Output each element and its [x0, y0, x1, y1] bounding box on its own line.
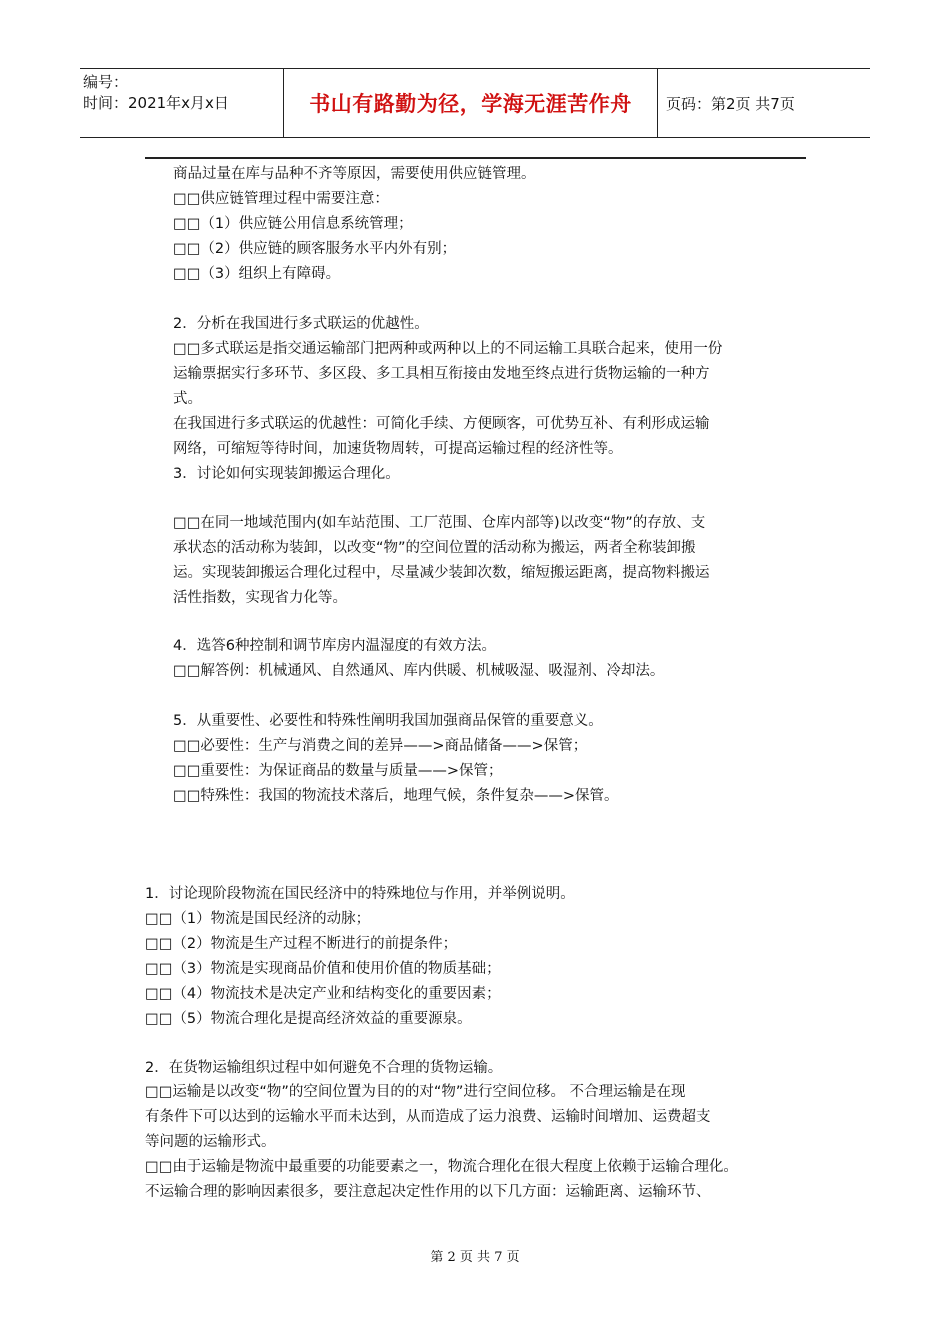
page-code: 页码：第2页 共7页: [666, 94, 795, 113]
time-label: 时间：2021年x月x日: [83, 94, 229, 112]
text-line: □□由于运输是物流中最重要的功能要素之一，物流合理化在很大程度上依赖于运输合理化。: [145, 1159, 738, 1175]
text-line: □□（4）物流技术是决定产业和结构变化的重要因素；: [145, 986, 501, 1002]
text-line: □□解答例：机械通风、自然通风、库内供暖、机械吸湿、吸湿剂、冷却法。: [173, 663, 665, 679]
header-page-cell: [657, 69, 870, 137]
text-line: 等问题的运输形式。: [145, 1134, 276, 1150]
page-footer: 第 2 页 共 7 页: [430, 1250, 520, 1265]
text-line: □□多式联运是指交通运输部门把两种或两种以上的不同运输工具联合起来，使用一份: [173, 341, 723, 357]
text-line: 活性指数，实现省力化等。: [173, 590, 347, 606]
text-line: □□供应链管理过程中需要注意：: [173, 191, 389, 207]
text-line: □□（3）物流是实现商品价值和使用价值的物质基础；: [145, 961, 501, 977]
header-table: [80, 68, 870, 138]
text-line: □□特殊性：我国的物流技术落后，地理气候，条件复杂——>保管。: [173, 788, 619, 804]
question-heading: 3．讨论如何实现装卸搬运合理化。: [173, 466, 400, 482]
number-label: 编号：: [83, 73, 129, 91]
text-line: 有条件下可以达到的运输水平而未达到，从而造成了运力浪费、运输时间增加、运费超支: [145, 1109, 711, 1125]
text-line: □□必要性：生产与消费之间的差异——>商品储备——>保管；: [173, 738, 588, 754]
question-heading: 2．在货物运输组织过程中如何避免不合理的货物运输。: [145, 1060, 503, 1076]
header-motto-cell: [283, 69, 658, 137]
text-line: 网络，可缩短等待时间，加速货物周转，可提高运输过程的经济性等。: [173, 441, 623, 457]
text-line: □□（2）供应链的顾客服务水平内外有别；: [173, 241, 457, 257]
text-line: □□在同一地域范围内(如车站范围、工厂范围、仓库内部等)以改变“物”的存放、支: [173, 515, 706, 531]
question-heading: 4．选答6种控制和调节库房内温湿度的有效方法。: [173, 638, 496, 654]
text-line: □□（2）物流是生产过程不断进行的前提条件；: [145, 936, 458, 952]
top-rule: [145, 157, 806, 159]
text-line: □□（1）物流是国民经济的动脉；: [145, 911, 371, 927]
text-line: □□运输是以改变“物”的空间位置为目的的对“物”进行空间位移。 不合理运输是在现: [145, 1084, 686, 1100]
text-line: 运。实现装卸搬运合理化过程中，尽量减少装卸次数，缩短搬运距离，提高物料搬运: [173, 565, 710, 581]
text-line: 承状态的活动称为装卸，以改变“物”的空间位置的活动称为搬运，两者全称装卸搬: [173, 540, 696, 556]
motto-text: 书山有路勤为径，学海无涯苦作舟: [309, 92, 632, 116]
text-line: □□（5）物流合理化是提高经济效益的重要源泉。: [145, 1011, 472, 1027]
text-line: 式。: [173, 391, 202, 407]
header-left-cell: [80, 69, 282, 137]
question-heading: 5．从重要性、必要性和特殊性阐明我国加强商品保管的重要意义。: [173, 713, 603, 729]
question-heading: 1．讨论现阶段物流在国民经济中的特殊地位与作用，并举例说明。: [145, 886, 575, 902]
text-line: 不运输合理的影响因素很多，要注意起决定性作用的以下几方面：运输距离、运输环节、: [145, 1184, 711, 1200]
text-line: □□（3）组织上有障碍。: [173, 266, 341, 282]
text-line: □□（1）供应链公用信息系统管理；: [173, 216, 413, 232]
text-line: 在我国进行多式联运的优越性：可简化手续、方便顾客，可优势互补、有利形成运输: [173, 416, 710, 432]
text-line: □□重要性：为保证商品的数量与质量——>保管；: [173, 763, 503, 779]
question-heading: 2．分析在我国进行多式联运的优越性。: [173, 316, 429, 332]
text-line: 商品过量在库与品种不齐等原因，需要使用供应链管理。: [173, 166, 536, 182]
text-line: 运输票据实行多环节、多区段、多工具相互衔接由发地至终点进行货物运输的一种方: [173, 366, 710, 382]
